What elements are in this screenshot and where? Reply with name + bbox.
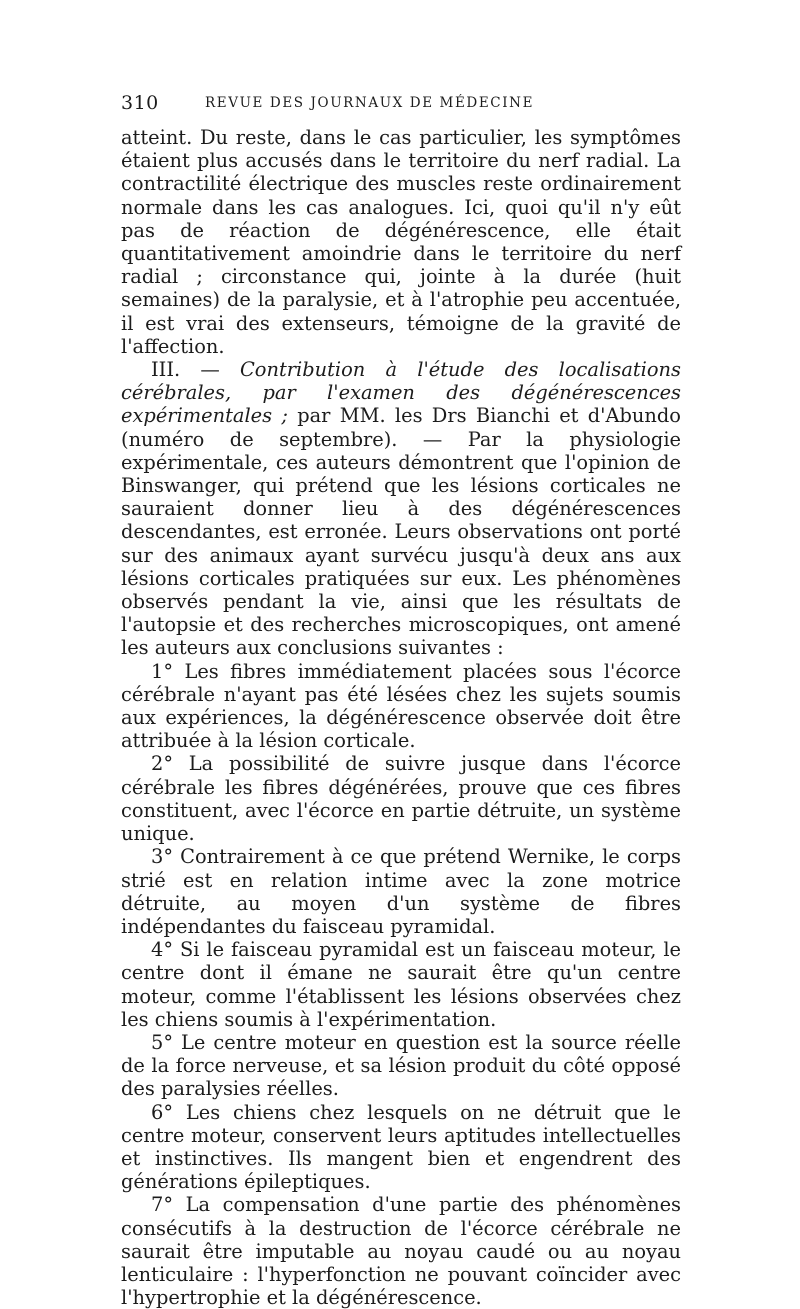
section-paragraph (121, 358, 681, 660)
conclusion-5: 5° Le centre moteur en question est la source réelle de la force nerveuse, et sa lésion produit du côté opposé des paralysies réelles. (121, 1030, 681, 1101)
conclusion-4: 4° Si le faisceau pyramidal est un faisceau moteur, le centre dont il émane ne saurait être qu'un centre moteur, comme l'établissent les lésions observées chez les chiens soumis à l'expérimentation. (121, 938, 681, 1031)
conclusion-6: 6° Les chiens chez lesquels on ne détruit que le centre moteur, conservent leurs aptitudes intellectuelles et instinctives. Ils mangent bien et engendrent des générations épileptiques. (121, 1100, 681, 1194)
conclusion-3: 3° Contrairement à ce que prétend Wernike, le corps strié est en relation intime avec la zone motrice détruite, au moyen d'un système de fibres indépendantes du faisceau pyramidal. (121, 845, 681, 938)
page-header (121, 92, 681, 118)
conclusion-1: 1° Les fibres immédiatement placées sous l'écorce cérébrale n'ayant pas été lésées chez les sujets soumis aux expériences, la dégénérescence observée doit être attribuée à la lésion corticale. (121, 659, 681, 753)
page-number: 310 (121, 92, 159, 114)
section-title: Contribution à l'étude des localisations cérébrales, par l'examen des dégénérescences expérimentales ; (121, 358, 681, 428)
section-number: III. — (151, 358, 240, 382)
conclusion-2: 2° La possibilité de suivre jusque dans l'écorce cérébrale les fibres dégénérées, prouve que ces fibres constituent, avec l'écorce en partie détruite, un système unique. (121, 752, 681, 846)
running-head: REVUE DES JOURNAUX DE MÉDECINE (205, 95, 535, 111)
section-body: par MM. les Drs Bianchi et d'Abundo (numéro de septembre). — Par la physiologie expérimentale, ces auteurs démontrent que l'opinion de Binswanger, qui prétend que les lésions corticales ne sauraient donner lieu à des dégénérescences descendantes, est erronée. Leurs observations ont porté sur des animaux ayant survécu jusqu'à deux ans aux lésions corticales pratiquées sur eux. Les phénomènes observés pendant la vie, ainsi que les résultats de l'autopsie et des recherches microscopiques, ont amené les auteurs aux conclusions suivantes : (121, 404, 681, 660)
body-text (121, 126, 681, 1309)
paragraph-continuation: atteint. Du reste, dans le cas particulier, les symptômes étaient plus accusés dans le territoire du nerf radial. La contractilité électrique des muscles reste ordinairement normale dans les cas analogues. Ici, quoi qu'il n'y eût pas de réaction de dégénérescence, elle était quantitativement amoindrie dans le territoire du nerf radial ; circonstance qui, jointe à la durée (huit semaines) de la paralysie, et à l'atrophie peu accentuée, il est vrai des extenseurs, témoigne de la gravité de l'affection. (121, 126, 681, 358)
conclusion-7: 7° La compensation d'une partie des phénomènes consécutifs à la destruction de l'écorce cérébrale ne saurait être imputable au noyau caudé ou au noyau lenticulaire : l'hyperfonction ne pouvant coïncider avec l'hypertrophie et la dégénérescence. (121, 1193, 681, 1309)
